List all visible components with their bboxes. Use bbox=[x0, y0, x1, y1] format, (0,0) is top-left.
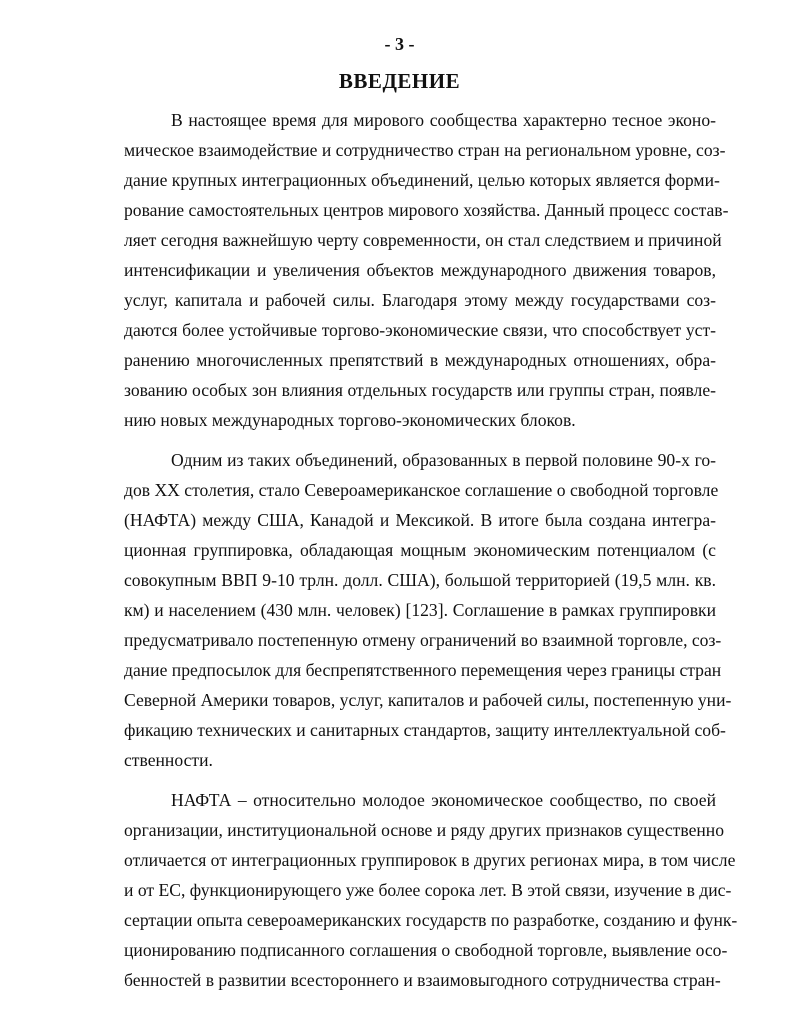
paragraph-1-line: В настоящее время для мирового сообщества характерно тесное эконо- bbox=[171, 110, 716, 130]
paragraph-2-line: совокупным ВВП 9-10 трлн. долл. США), большой территорией (19,5 млн. кв. bbox=[124, 570, 716, 590]
paragraph-3-line: бенностей в развитии всестороннего и взаимовыгодного сотрудничества стран- bbox=[124, 970, 721, 990]
paragraph-1-line: ляет сегодня важнейшую черту современности, он стал следствием и причиной bbox=[124, 230, 722, 250]
paragraph-2-line: км) и населением (430 млн. человек) [123]. Соглашение в рамках группировки bbox=[124, 600, 716, 620]
paragraph-2-line: Одним из таких объединений, образованных в первой половине 90-х го- bbox=[171, 450, 716, 470]
paragraph-2-line: ционная группировка, обладающая мощным экономическим потенциалом (с bbox=[124, 540, 716, 560]
paragraph-1-line: рование самостоятельных центров мирового хозяйства. Данный процесс состав- bbox=[124, 200, 729, 220]
paragraph-3-line: ционированию подписанного соглашения о свободной торговле, выявление осо- bbox=[124, 940, 728, 960]
paragraph-1-line: зованию особых зон влияния отдельных государств или группы стран, появле- bbox=[124, 380, 716, 400]
paragraph-3-line: сертации опыта североамериканских государств по разработке, созданию и функ- bbox=[124, 910, 738, 930]
paragraph-3-line: НАФТА – относительно молодое экономическое сообщество, по своей bbox=[171, 790, 716, 810]
paragraph-1-line: нию новых международных торгово-экономических блоков. bbox=[124, 410, 576, 430]
paragraph-2-line: Северной Америки товаров, услуг, капиталов и рабочей силы, постепенную уни- bbox=[124, 690, 732, 710]
paragraph-2-line: дов XX столетия, стало Североамериканское соглашение о свободной торговле bbox=[124, 480, 719, 500]
paragraph-gap bbox=[124, 775, 716, 785]
paragraph-2-line: ственности. bbox=[124, 750, 213, 770]
paragraph-3-line: отличается от интеграционных группировок в других регионах мира, в том числе bbox=[124, 850, 736, 870]
paragraph-2-line: фикацию технических и санитарных стандартов, защиту интеллектуальной соб- bbox=[124, 720, 726, 740]
paragraph-3-line: организации, институциональной основе и ряду других признаков существенно bbox=[124, 820, 725, 840]
paragraph-1-line: услуг, капитала и рабочей силы. Благодаря этому между государствами соз- bbox=[124, 290, 716, 310]
paragraph-gap bbox=[124, 435, 716, 445]
paragraph-1-line: ранению многочисленных препятствий в международных отношениях, обра- bbox=[124, 350, 716, 370]
paragraph-1-line: даются более устойчивые торгово-экономические связи, что способствует уст- bbox=[124, 320, 716, 340]
paragraph-1-line: мическое взаимодействие и сотрудничество стран на региональном уровне, соз- bbox=[124, 140, 726, 160]
paragraph-3-line: и от ЕС, функционирующего уже более сорока лет. В этой связи, изучение в дис- bbox=[124, 880, 732, 900]
page-number: - 3 - bbox=[384, 34, 415, 54]
paragraph-2-line: (НАФТА) между США, Канадой и Мексикой. В итоге была создана интегра- bbox=[124, 510, 716, 530]
paragraph-2-line: предусматривало постепенную отмену ограничений во взаимной торговле, соз- bbox=[124, 630, 722, 650]
page-title: ВВЕДЕНИЕ bbox=[338, 69, 461, 93]
paragraph-1-line: дание крупных интеграционных объединений, целью которых является форми- bbox=[124, 170, 720, 190]
paragraph-1-line: интенсификации и увеличения объектов международного движения товаров, bbox=[124, 260, 716, 280]
body-text bbox=[124, 105, 738, 995]
paragraph-2-line: дание предпосылок для беспрепятственного перемещения через границы стран bbox=[124, 660, 722, 680]
